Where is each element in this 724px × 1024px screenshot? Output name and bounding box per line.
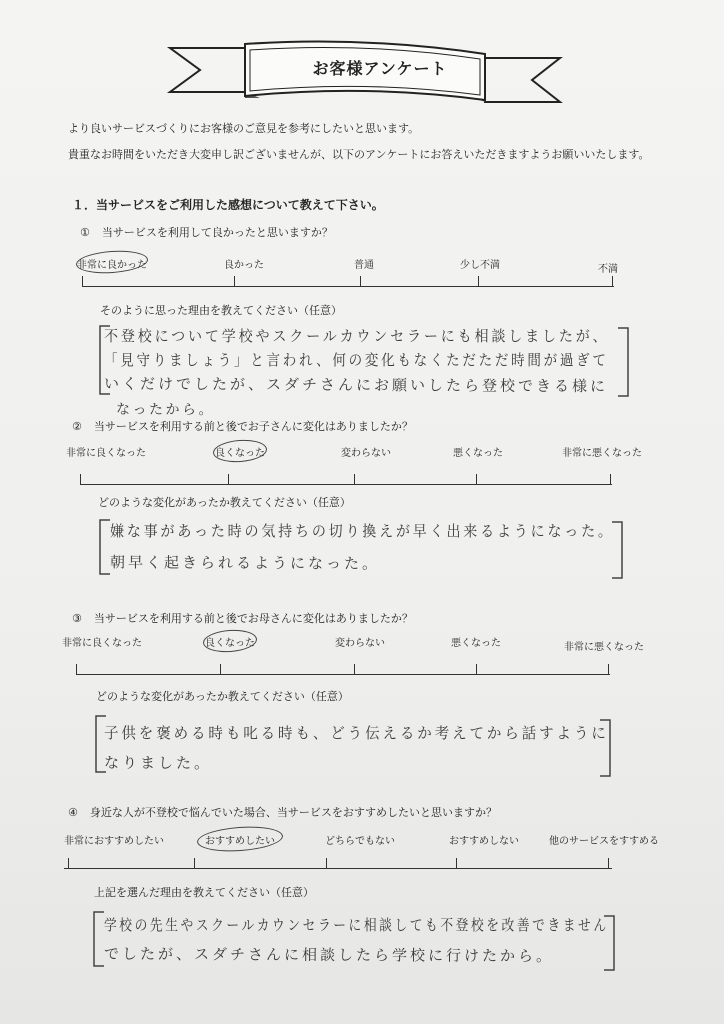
scale-tick (194, 858, 195, 868)
scale-tick (476, 474, 477, 484)
reason-label: 上記を選んだ理由を教えてください（任意） (94, 886, 314, 899)
section-heading: １．当サービスをご利用した感想について教えて下さい。 (72, 198, 384, 212)
option-label[interactable]: 良くなった (205, 638, 255, 649)
option-label[interactable]: 他のサービスをすすめる (548, 836, 660, 847)
selected-circle (75, 249, 148, 276)
option-label[interactable]: どちらでもない (325, 836, 395, 847)
option-label[interactable]: 非常に良かった (77, 260, 147, 271)
option-label[interactable]: 非常に良くなった (66, 448, 146, 459)
scale-line (76, 674, 610, 675)
reason-label: どのような変化があったか教えてください（任意） (96, 690, 349, 703)
question-2 (72, 418, 413, 434)
question-number: ④ (68, 806, 78, 819)
option-label[interactable]: 悪くなった (453, 448, 503, 459)
scale-tick (360, 276, 361, 286)
scale-tick (228, 474, 229, 484)
answer-line: いくだけでしたが、スダチさんにお願いしたら登校できる様に (103, 374, 609, 396)
rating-scale-q4[interactable] (63, 832, 660, 872)
answer-line: でしたが、スダチさんに相談したら学校に行けたから。 (103, 944, 555, 966)
answer-line: 学校の先生やスクールカウンセラーに相談しても不登校を改善できません (104, 916, 609, 934)
question-text: 身近な人が不登校で悩んでいた場合、当サービスをおすすめしたいと思いますか？ (89, 806, 497, 819)
question-1 (80, 224, 333, 240)
reason-label: そのように思った理由を教えてください（任意） (100, 304, 342, 317)
option-label[interactable]: 普通 (354, 260, 374, 271)
option-label[interactable]: 良かった (224, 260, 264, 271)
scale-tick (354, 474, 355, 484)
selected-circle (196, 824, 283, 854)
scale-line (80, 484, 612, 485)
option-label[interactable]: おすすめしない (448, 836, 520, 847)
scale-tick (234, 276, 235, 286)
rating-scale-q2[interactable] (66, 444, 642, 484)
answer-line: 子供を褒める時も叱る時も、どう伝えるか考えてから話すように (104, 724, 609, 742)
scale-tick (612, 276, 613, 286)
selected-circle (212, 438, 267, 464)
question-text: 当サービスを利用して良かったと思いますか？ (101, 226, 333, 239)
reason-label: どのような変化があったか教えてください（任意） (98, 496, 351, 509)
option-label[interactable]: 良くなった (215, 448, 265, 459)
answer-line: なったから。 (115, 401, 216, 419)
option-label[interactable]: 非常に良くなった (62, 638, 142, 649)
scale-tick (68, 858, 69, 868)
intro-line-2: 貴重なお時間をいただき大変申し訳ございませんが、以下のアンケートにお答えいただきますようお願いいたします。 (68, 148, 650, 161)
scale-tick (220, 664, 221, 674)
scale-tick (82, 276, 83, 286)
question-number: ② (72, 420, 82, 433)
answer-line: 不登校について学校やスクールカウンセラーにも相談しましたが、 (104, 327, 610, 345)
answer-line: なりました。 (103, 753, 213, 773)
option-label[interactable]: 少し不満 (460, 260, 500, 271)
option-label[interactable]: 非常に悪くなった (562, 448, 642, 459)
option-label[interactable]: 悪くなった (451, 638, 501, 649)
question-3 (72, 610, 413, 626)
option-label[interactable]: 変わらない (335, 638, 385, 649)
page-title: お客様アンケート (312, 59, 448, 78)
rating-scale-q3[interactable] (62, 634, 644, 674)
scale-tick (608, 664, 609, 674)
scale-line (82, 286, 614, 287)
scale-tick (610, 474, 611, 484)
scale-tick (354, 664, 355, 674)
option-label[interactable]: おすすめしたい (204, 836, 276, 847)
scale-tick (478, 276, 479, 286)
question-text: 当サービスを利用する前と後でお母さんに変化はありましたか？ (93, 612, 413, 625)
scale-tick (476, 664, 477, 674)
scale-tick (456, 858, 457, 868)
intro-line-1: より良いサービスづくりにお客様のご意見を参考にしたいと思います。 (68, 122, 420, 135)
option-label[interactable]: 非常に悪くなった (564, 642, 644, 653)
scale-tick (326, 858, 327, 868)
rating-scale-q1[interactable] (77, 256, 618, 296)
scale-line (64, 868, 612, 869)
question-number: ③ (72, 612, 82, 625)
question-number: ① (80, 226, 90, 239)
scale-tick (80, 474, 81, 484)
question-4 (68, 804, 497, 820)
scale-tick (76, 664, 77, 674)
option-label[interactable]: 変わらない (341, 448, 391, 459)
scale-tick (608, 858, 609, 868)
answer-line: 嫌な事があった時の気持ちの切り換えが早く出来るようになった。 (110, 522, 615, 540)
answer-line: 「見守りましょう」と言われ、何の変化もなくただただ時間が過ぎて (104, 351, 609, 369)
option-label[interactable]: 非常におすすめしたい (63, 836, 165, 847)
question-text: 当サービスを利用する前と後でお子さんに変化はありましたか？ (93, 420, 413, 433)
selected-circle (202, 628, 257, 654)
option-label[interactable]: 不満 (598, 264, 618, 275)
answer-line: 朝早く起きられるようになった。 (109, 553, 381, 573)
